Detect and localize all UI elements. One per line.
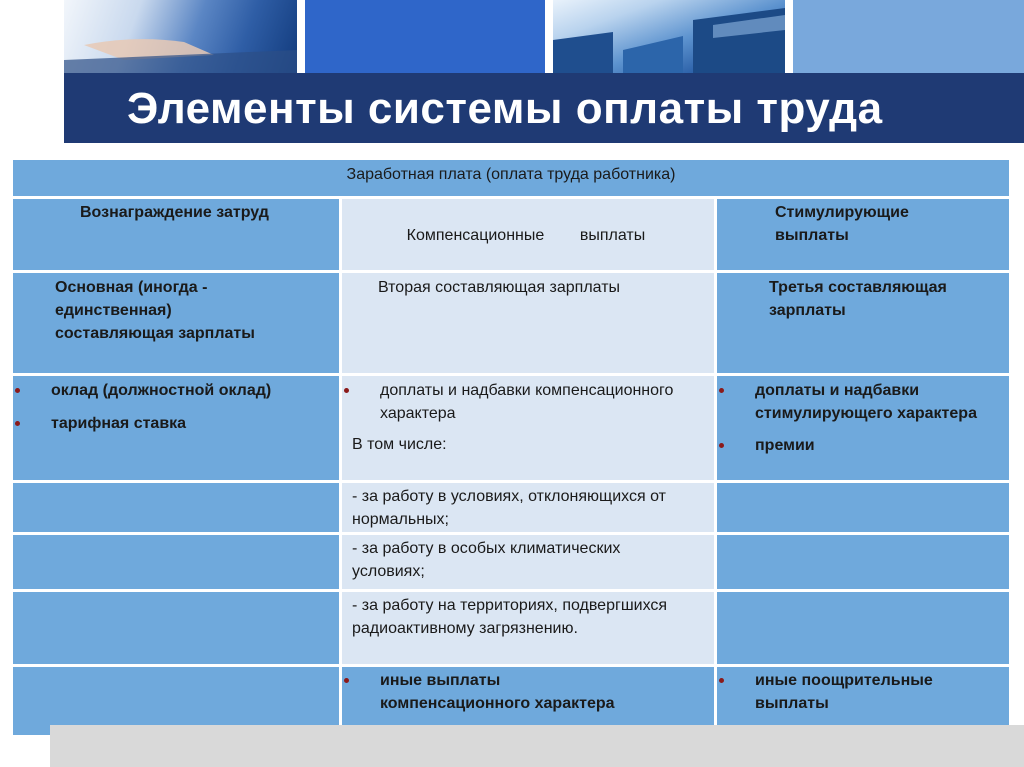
items-incentive: [716, 375, 1011, 482]
table-row-sub-2: [12, 534, 1011, 591]
wage-elements-table: [10, 157, 1012, 738]
table-row-sub-1: [12, 482, 1011, 534]
header-lightblue-block: [793, 0, 1024, 73]
base-item-text: оклад (должностной оклад): [51, 382, 272, 399]
list-item: [717, 379, 989, 425]
empty-cell: [716, 534, 1011, 591]
empty-cell: [12, 482, 341, 534]
list-item: [717, 669, 989, 715]
table-row-columns: [12, 198, 1011, 272]
other-compensation-text: иные выплаты компенсационного характера: [380, 672, 615, 712]
column-header-compensation: [341, 198, 716, 272]
header-photo-hands-keyboard: [64, 0, 297, 73]
header-photo-buildings: [553, 0, 785, 73]
column-header-remuneration-text: Вознаграждение затруд: [80, 204, 269, 221]
bullet-icon: [15, 421, 20, 426]
bullet-icon: [15, 388, 20, 393]
list-item: [342, 669, 634, 715]
page-title: Элементы системы оплаты труда: [127, 84, 883, 133]
empty-cell: [12, 534, 341, 591]
base-item-text: тарифная ставка: [51, 415, 187, 432]
header-blue-block: [305, 0, 545, 73]
buildings-image: [553, 0, 785, 73]
column-header-incentive-text: Стимулирующие выплаты: [775, 204, 909, 244]
footer-bar: [50, 725, 1024, 767]
bullet-icon: [719, 388, 724, 393]
incentive-items-list: [717, 379, 989, 457]
column-header-incentive: [716, 198, 1011, 272]
table-header-cell: [12, 159, 1011, 198]
sub-condition-text: - за работу в особых климатических условиях;: [352, 540, 621, 580]
column-header-compensation-text: Компенсационные выплаты: [406, 227, 646, 244]
table-row-sub-3: [12, 591, 1011, 666]
bullet-icon: [719, 443, 724, 448]
component-third: [716, 272, 1011, 375]
component-second: [341, 272, 716, 375]
bullet-icon: [344, 388, 349, 393]
other-incentive-text: иные поощрительные выплаты: [755, 672, 933, 712]
component-main: [12, 272, 341, 375]
other-compensation-list: [342, 669, 634, 715]
items-base: [12, 375, 341, 482]
component-second-text: Вторая составляющая зарплаты: [378, 279, 621, 296]
list-item: [13, 379, 339, 402]
incentive-item-text: доплаты и надбавки стимулирующего характера: [755, 382, 977, 422]
sub-condition-cell: [341, 534, 716, 591]
sub-condition-cell: [341, 591, 716, 666]
bullet-icon: [344, 678, 349, 683]
items-compensation: [341, 375, 716, 482]
sub-condition-text: - за работу на территориях, подвергшихся радиоактивному загрязнению.: [352, 597, 668, 637]
list-item: [717, 434, 989, 457]
sub-condition-text: - за работу в условиях, отклоняющихся от нормальных;: [352, 488, 666, 528]
table-header-row: [12, 159, 1011, 198]
table-row-components: [12, 272, 1011, 375]
list-item: [13, 412, 339, 435]
column-header-remuneration: [12, 198, 341, 272]
other-incentive-list: [717, 669, 989, 715]
compensation-item-text: доплаты и надбавки компенсационного характера: [380, 382, 674, 422]
sub-condition-cell: [341, 482, 716, 534]
component-main-text: Основная (иногда - единственная) составляющая зарплаты: [55, 279, 255, 342]
empty-cell: [716, 482, 1011, 534]
hands-keyboard-image: [64, 0, 297, 73]
empty-cell: [716, 591, 1011, 666]
empty-cell: [12, 591, 341, 666]
base-items-list: [13, 379, 339, 435]
including-note: В том числе:: [352, 436, 447, 453]
table-row-items: [12, 375, 1011, 482]
component-third-text: Третья составляющая зарплаты: [769, 279, 947, 319]
incentive-item-text: премии: [755, 437, 815, 454]
list-item: [342, 379, 674, 425]
compensation-items-list: [342, 379, 674, 425]
table-header-text: Заработная плата (оплата труда работника): [346, 166, 676, 183]
bullet-icon: [719, 678, 724, 683]
